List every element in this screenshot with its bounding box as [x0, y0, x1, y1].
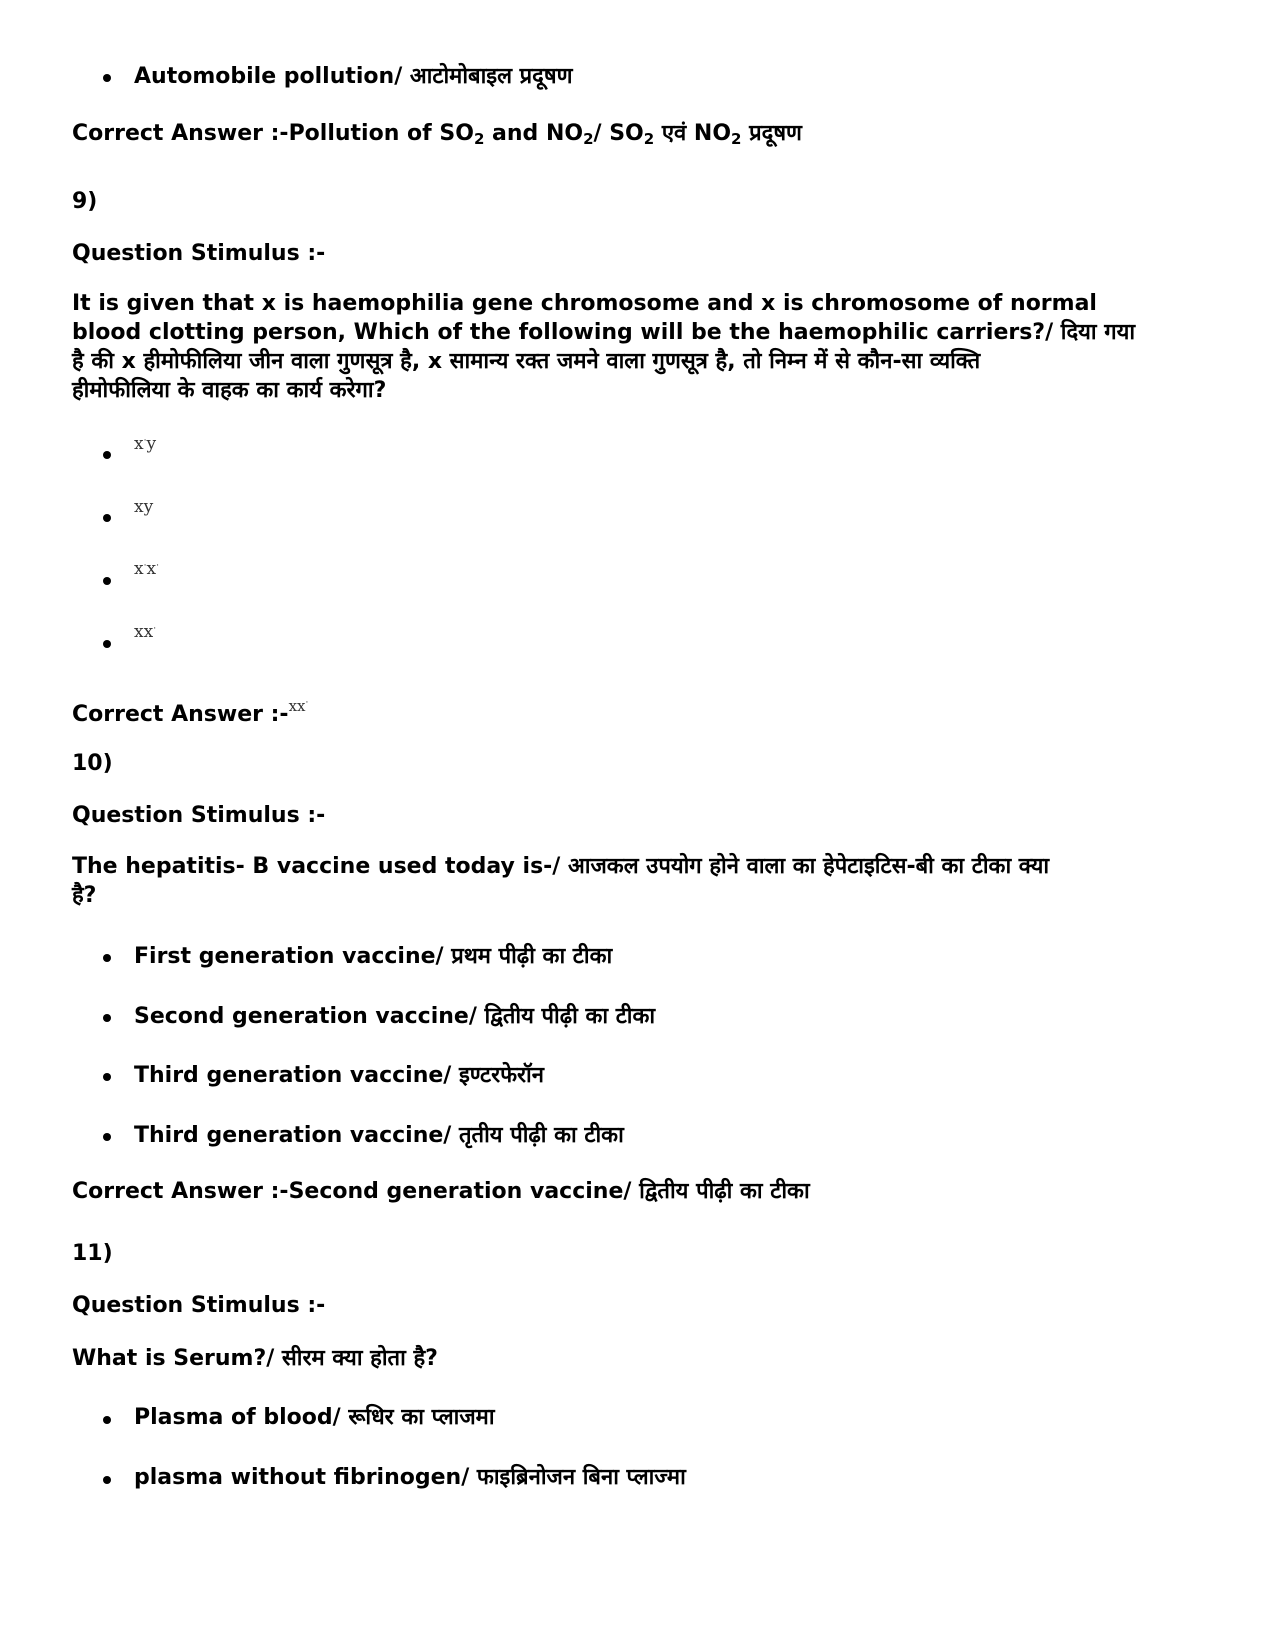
bullet [103, 514, 111, 522]
q8-correct-answer [72, 120, 802, 153]
bullet [103, 451, 111, 459]
question-number: 10) [72, 751, 113, 776]
bullet [103, 1476, 111, 1484]
option-image-xy-carrier [134, 434, 156, 454]
question-text-line: हीमोफीलिया के वाहक का कार्य करेगा? [72, 378, 387, 403]
genotype-mark: · [143, 436, 147, 446]
q10-correct-answer [72, 1178, 810, 1206]
question-text-line: है की x हीमोफीलिया जीन वाला गुणसूत्र है, x सामान्य रक्त जमने वाला गुणसूत्र है, तो निम्न में से कौन-सा व्यक्ति [72, 349, 981, 374]
bullet [103, 74, 111, 82]
bullet [103, 1416, 111, 1424]
subscript: 2 [473, 130, 485, 148]
q8-option-automobile: Automobile pollution/ आटोमोबाइल प्रदूषण [134, 64, 573, 89]
question-text-line: है? [72, 883, 97, 908]
option-plasma-without-fibrinogen: plasma without fibrinogen/ फाइब्रिनोजन बिना प्लाज्मा [134, 1465, 686, 1490]
bullet [103, 954, 111, 962]
bullet [103, 1133, 111, 1141]
question-text-line: blood clotting person, Which of the following will be the haemophilic carriers?/ दिया गया [72, 320, 1136, 345]
correct-answer-label: Correct Answer :- [72, 1179, 289, 1204]
question-stimulus-label: Question Stimulus :- [72, 803, 326, 828]
bullet [103, 640, 111, 648]
option-image-xx-both [134, 559, 159, 579]
genotype-text: xy [134, 497, 154, 517]
subscript: 2 [643, 130, 655, 148]
bullet [103, 1073, 111, 1081]
question-stimulus-label: Question Stimulus :- [72, 1293, 326, 1318]
bullet [103, 1014, 111, 1022]
answer-text: / SO [593, 121, 644, 146]
option-third-generation: Third generation vaccine/ तृतीय पीढ़ी का टीका [134, 1123, 624, 1148]
answer-text: Pollution of SO [288, 121, 474, 146]
genotype-text: x [134, 434, 144, 454]
option-first-generation: First generation vaccine/ प्रथम पीढ़ी का टीका [134, 944, 613, 969]
question-text-line: The hepatitis- B vaccine used today is-/ आजकल उपयोग होने वाला का हेपेटाइटिस-बी का टीका क्या [72, 854, 1050, 879]
answer-text: एवं NO [654, 121, 732, 146]
subscript: 2 [583, 130, 594, 148]
answer-image-xx [289, 697, 309, 715]
answer-text: प्रदूषण [741, 121, 802, 146]
question-number: 11) [72, 1241, 113, 1266]
answer-text: and NO [484, 121, 584, 146]
question-number: 9) [72, 189, 98, 214]
genotype-mark: · [153, 624, 157, 634]
correct-answer-label: Correct Answer :- [72, 121, 289, 146]
correct-answer-value: Second generation vaccine/ द्वितीय पीढ़ी का टीका [288, 1179, 810, 1204]
genotype-text: x [134, 559, 144, 579]
genotype-text: xx [134, 622, 154, 642]
genotype-text: y [146, 434, 157, 454]
genotype-text: x [146, 559, 157, 579]
bullet [103, 577, 111, 585]
question-text-line: It is given that x is haemophilia gene chromosome and x is chromosome of normal [72, 291, 1097, 316]
genotype-mark: · [305, 698, 309, 708]
option-second-generation: Second generation vaccine/ द्वितीय पीढ़ी का टीका [134, 1004, 656, 1029]
question-text: What is Serum?/ सीरम क्या होता है? [72, 1346, 438, 1371]
subscript: 2 [731, 130, 742, 148]
correct-answer-label: Correct Answer :- [72, 702, 289, 727]
option-image-xx-carrier [134, 622, 156, 642]
q9-correct-answer [72, 689, 308, 729]
option-third-generation-interferon: Third generation vaccine/ इण्टरफेरॉन [134, 1063, 544, 1088]
question-stimulus-label: Question Stimulus :- [72, 241, 326, 266]
genotype-mark: · [143, 561, 147, 571]
option-image-xy [134, 497, 153, 517]
genotype-mark: · [156, 561, 159, 571]
option-plasma-of-blood: Plasma of blood/ रूधिर का प्लाजमा [134, 1405, 495, 1430]
genotype-text: xx [288, 697, 306, 715]
